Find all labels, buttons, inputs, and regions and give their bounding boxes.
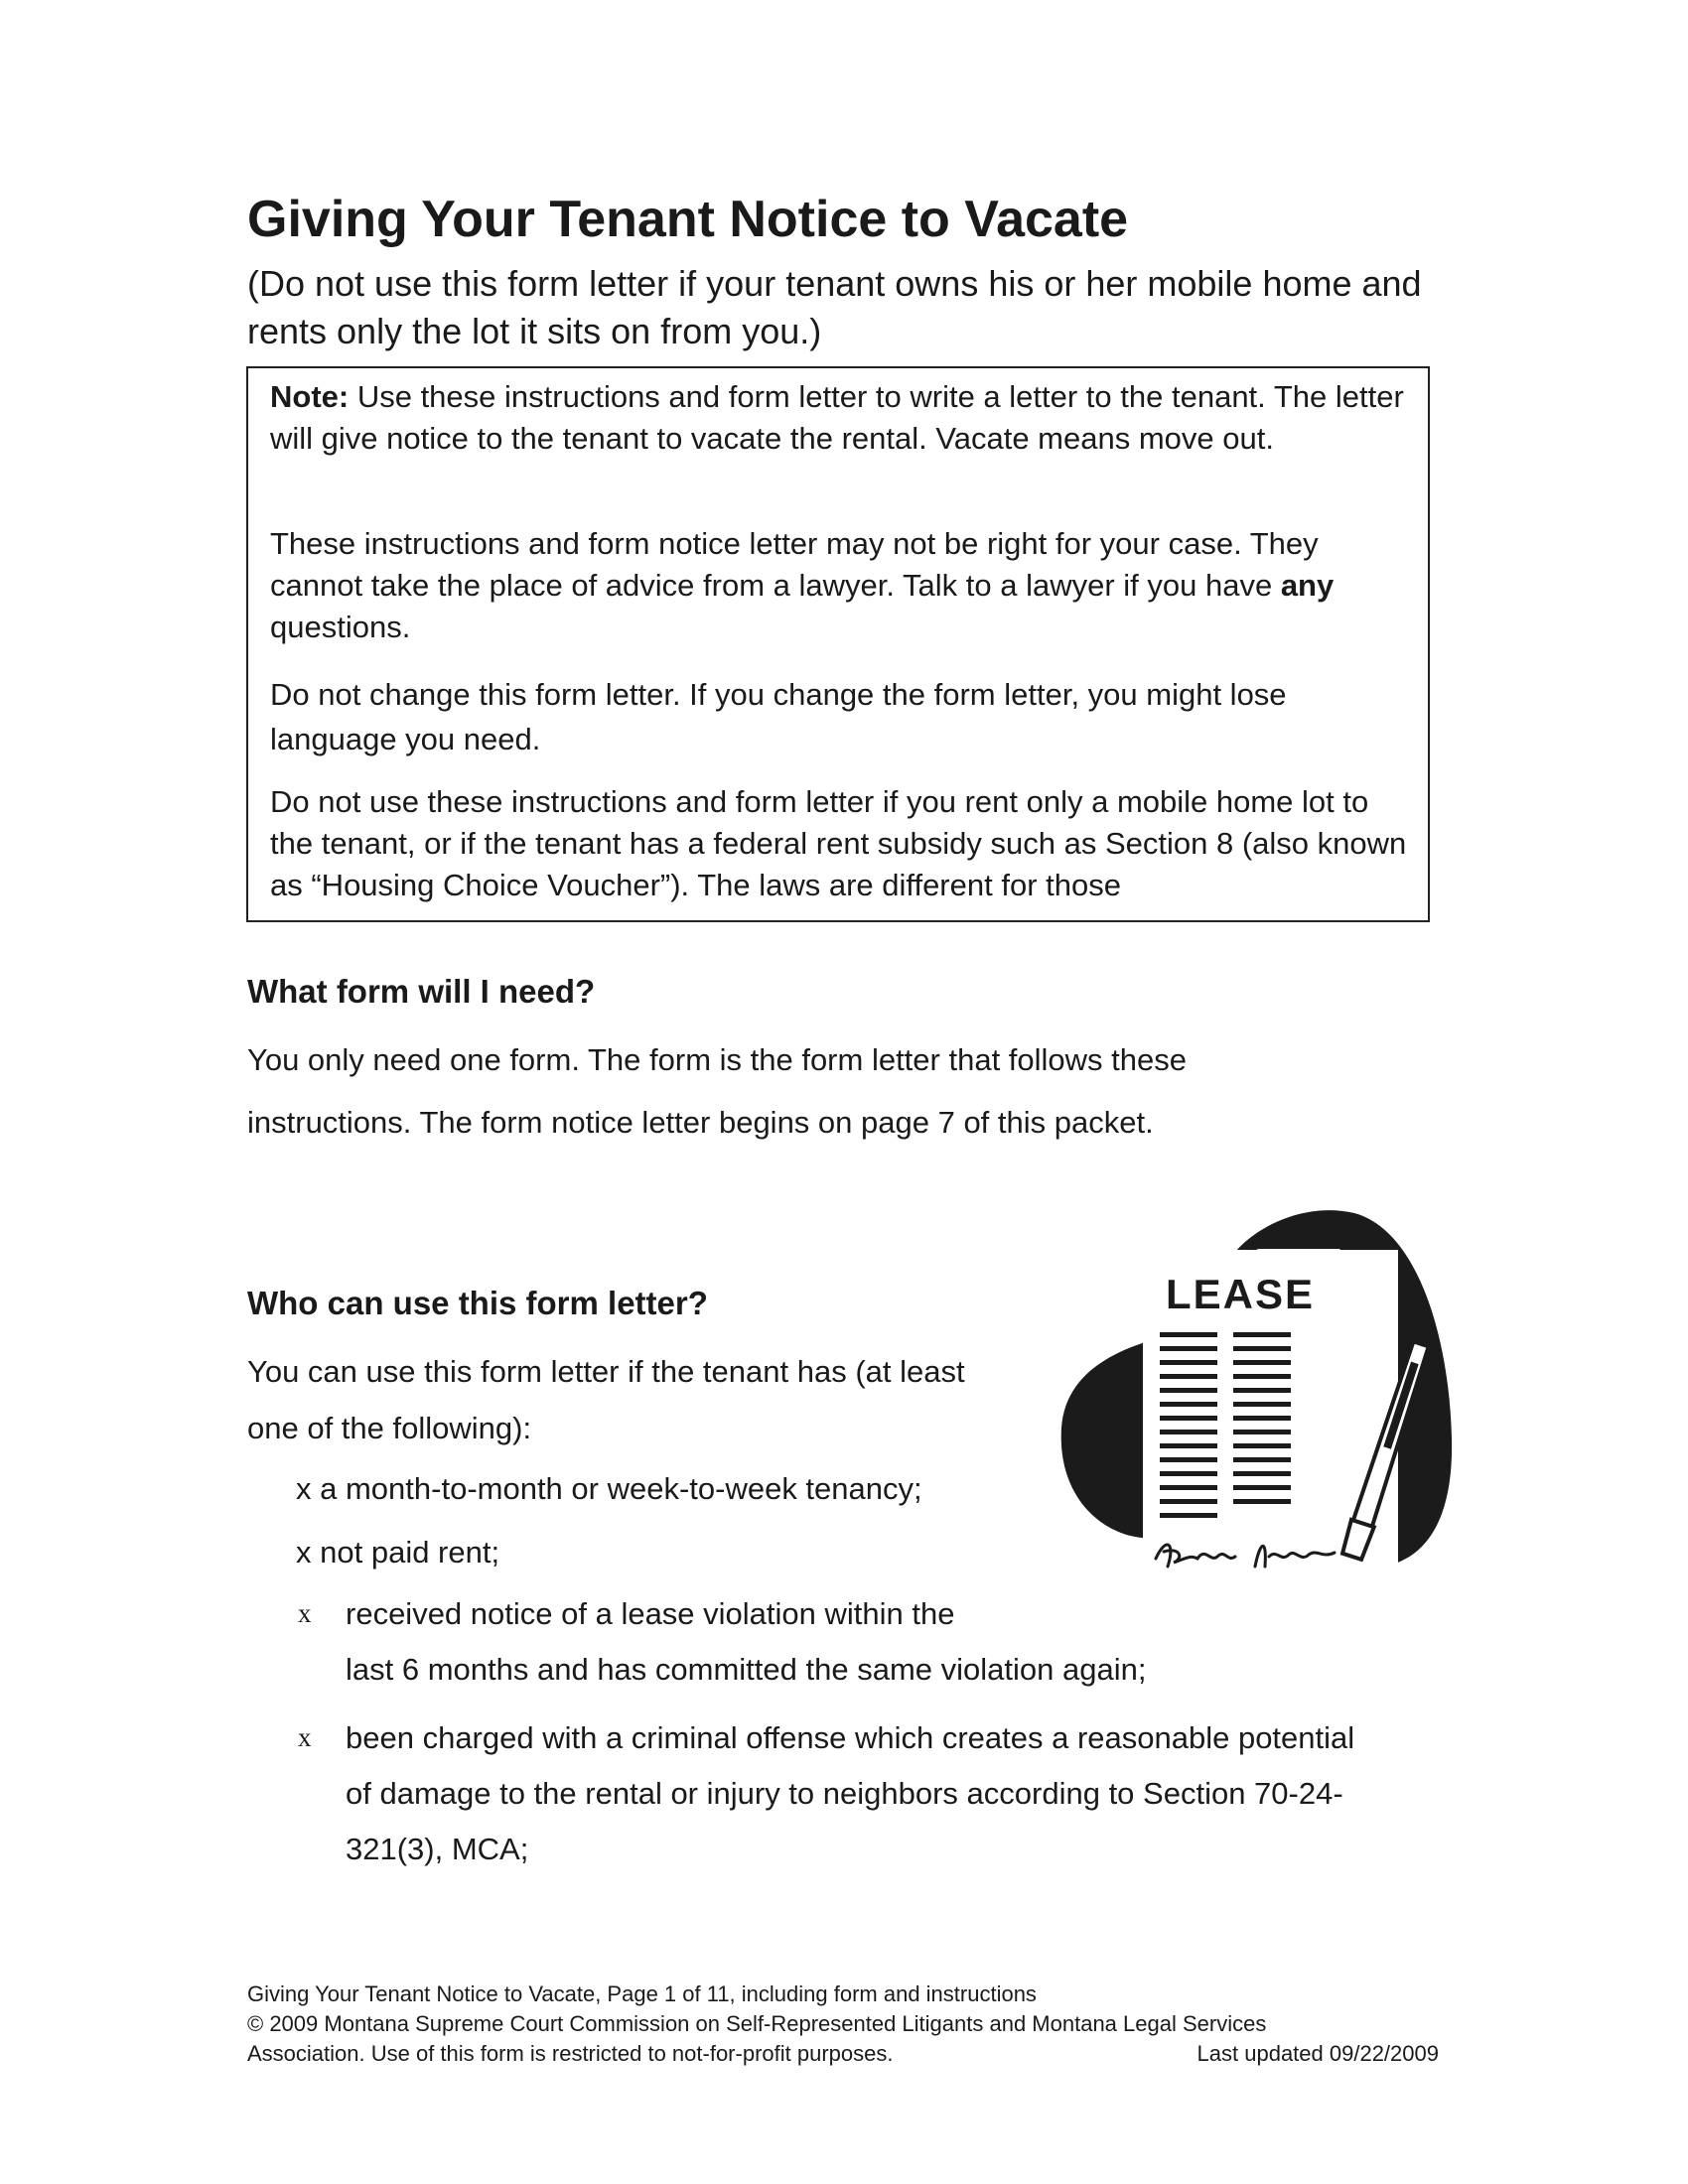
bullet-mark: x xyxy=(298,1598,312,1628)
bullet-text: last 6 months and has committed the same violation again; xyxy=(346,1652,1147,1687)
page-footer xyxy=(247,1979,1439,2069)
footer-line-3-text: Association. Use of this form is restricted to not-for-profit purposes. xyxy=(247,2041,894,2066)
footer-line-1: Giving Your Tenant Notice to Vacate, Page 1 of 11, including form and instructions xyxy=(247,1981,1037,2006)
bullet-text: not paid rent; xyxy=(320,1535,500,1570)
bullet-item xyxy=(296,1468,922,1510)
lease-label: LEASE xyxy=(1165,1271,1316,1317)
footer-line-3 xyxy=(247,2039,1439,2069)
bullet-mark: x xyxy=(298,1722,312,1752)
section1-line-2: instructions. The form notice letter begins on page 7 of this packet. xyxy=(247,1105,1154,1140)
note-paragraph-3: Do not change this form letter. If you change the form letter, you might lose language you need. xyxy=(270,677,1287,756)
bullet-item xyxy=(296,1532,499,1573)
note-box xyxy=(246,366,1430,922)
page-title: Giving Your Tenant Notice to Vacate xyxy=(247,191,1129,248)
bullet-text: of damage to the rental or injury to neighbors according to Section 70-24- xyxy=(346,1776,1343,1811)
lease-document-pen-icon xyxy=(1056,1209,1454,1616)
section-heading-form-needed: What form will I need? xyxy=(247,973,596,1010)
footer-line-2: © 2009 Montana Supreme Court Commission on Self-Represented Litigants and Montana Legal Services xyxy=(247,2011,1267,2036)
section2-line-1: You can use this form letter if the tenant has (at least xyxy=(247,1354,965,1389)
bullet-text: a month-to-month or week-to-week tenancy; xyxy=(320,1471,922,1506)
section2-line-2: one of the following): xyxy=(247,1411,532,1445)
note-paragraph-2 xyxy=(270,523,1408,648)
bullet-mark: x xyxy=(296,1535,312,1570)
note-text: Use these instructions and form letter to write a letter to the tenant. The letter will give notice to the tenant to vacate the rental. Vacate means move out. xyxy=(270,379,1404,456)
note-paragraph-1 xyxy=(270,376,1408,460)
section1-line-1: You only need one form. The form is the form letter that follows these xyxy=(247,1042,1187,1077)
bullet-text: received notice of a lease violation within the xyxy=(346,1596,955,1631)
note-p2-text-b: questions. xyxy=(270,610,411,644)
page-subtitle: (Do not use this form letter if your tenant owns his or her mobile home and rents only the lot it sits on from you.) xyxy=(247,263,1422,351)
bullet-mark: x xyxy=(296,1471,312,1506)
note-p2-text-a: These instructions and form notice letter may not be right for your case. They cannot take the place of advice from a lawyer. Talk to a lawyer if you have xyxy=(270,526,1319,603)
section-heading-who-can-use: Who can use this form letter? xyxy=(247,1285,708,1321)
note-paragraph-4: Do not use these instructions and form letter if you rent only a mobile home lot to the tenant, or if the tenant has a federal rent subsidy such as Section 8 (also known as “Housing Choice Voucher”). The laws are different for those xyxy=(270,784,1407,902)
footer-last-updated: Last updated 09/22/2009 xyxy=(1196,2041,1439,2066)
note-label: Note: xyxy=(270,379,350,414)
note-p2-bold: any xyxy=(1280,568,1335,603)
bullet-text: been charged with a criminal offense which creates a reasonable potential xyxy=(346,1720,1355,1755)
bullet-text: 321(3), MCA; xyxy=(346,1832,529,1866)
